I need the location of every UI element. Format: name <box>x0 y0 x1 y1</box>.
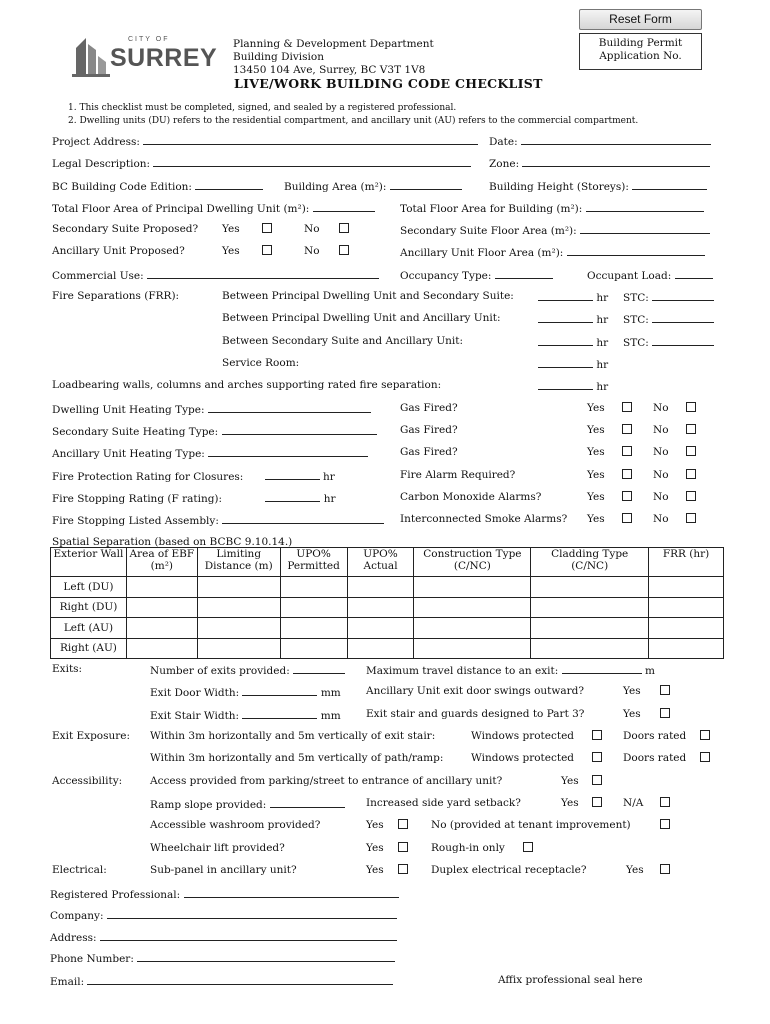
na-label: N/A <box>623 797 644 809</box>
ramp-slope-label: Ramp slope provided: <box>150 799 267 811</box>
closures-label: Fire Protection Rating for Closures: <box>52 471 244 483</box>
stc-field-2[interactable] <box>623 312 714 326</box>
ancillary-floor-input[interactable] <box>567 245 705 256</box>
table-row <box>51 618 724 639</box>
yes-label: Yes <box>623 708 641 720</box>
address-field[interactable] <box>50 930 397 944</box>
yes-label: Yes <box>366 864 384 876</box>
permit-application-box[interactable] <box>579 33 702 70</box>
ancillary-floor-label: Ancillary Unit Floor Area (m²): <box>400 247 564 259</box>
hr-input[interactable] <box>538 379 593 390</box>
column-header: Exterior Wall <box>51 548 127 577</box>
hr-input[interactable] <box>538 335 593 346</box>
stair-width-label: Exit Stair Width: <box>150 710 240 722</box>
row-label: Left (AU) <box>51 618 127 639</box>
yes-checkbox[interactable] <box>622 402 632 412</box>
yes-label: Yes <box>561 797 579 809</box>
table-cell[interactable] <box>649 597 724 618</box>
code-edition-field[interactable] <box>52 179 263 193</box>
ancillary-heating-field[interactable] <box>52 446 368 460</box>
secondary-suite-no-checkbox[interactable] <box>339 223 349 233</box>
gas-fired-label: Gas Fired? <box>400 402 458 414</box>
company-input[interactable] <box>107 908 397 919</box>
yes-label: Yes <box>587 491 605 503</box>
ancillary-no-label: No <box>304 245 320 257</box>
fire-sep-hr-1[interactable] <box>538 290 608 304</box>
hr-unit: hr <box>323 471 335 483</box>
tenant-checkbox[interactable] <box>660 819 670 829</box>
subpanel-label: Sub-panel in ancillary unit? <box>150 864 297 876</box>
table-row <box>51 577 724 598</box>
column-header: UPO% Permitted <box>280 548 347 577</box>
secondary-suite-yes-checkbox[interactable] <box>262 223 272 233</box>
table-cell[interactable] <box>197 597 280 618</box>
email-field[interactable] <box>50 974 393 988</box>
code-edition-label: BC Building Code Edition: <box>52 181 192 193</box>
stc-label: STC: <box>623 314 649 326</box>
occupant-load-field[interactable] <box>587 268 713 282</box>
stc-input[interactable] <box>652 290 714 301</box>
phone-label: Phone Number: <box>50 953 134 965</box>
table-cell[interactable] <box>531 618 649 639</box>
commercial-use-input[interactable] <box>147 268 379 279</box>
exposure-stair-label: Within 3m horizontally and 5m vertically of exit stair: <box>150 730 436 742</box>
stc-label: STC: <box>623 292 649 304</box>
department-address <box>233 38 434 77</box>
fire-sep-row-4: Service Room: <box>222 357 300 369</box>
fire-alarm-label: Fire Alarm Required? <box>400 469 516 481</box>
surrey-logo <box>72 36 222 78</box>
yes-label: Yes <box>587 446 605 458</box>
listed-assembly-label: Fire Stopping Listed Assembly: <box>52 515 219 527</box>
hr-unit: hr <box>596 359 609 371</box>
setback-label: Increased side yard setback? <box>366 797 521 809</box>
electrical-label: Electrical: <box>52 864 107 876</box>
occupant-load-input[interactable] <box>675 268 713 279</box>
hr-input[interactable] <box>538 290 593 301</box>
na-checkbox[interactable] <box>660 797 670 807</box>
fire-sep-row-1: Between Principal Dwelling Unit and Secondary Suite: <box>222 290 514 302</box>
no-checkbox[interactable] <box>686 424 696 434</box>
yes-checkbox[interactable] <box>622 491 632 501</box>
num-exits-label: Number of exits provided: <box>150 665 290 677</box>
no-label: No <box>653 469 669 481</box>
company-label: Company: <box>50 910 104 922</box>
loadbearing-hr[interactable] <box>538 379 608 393</box>
table-cell[interactable] <box>280 638 347 659</box>
ancillary-no-checkbox[interactable] <box>339 245 349 255</box>
hr-unit: hr <box>596 292 609 304</box>
yes-checkbox[interactable] <box>398 819 408 829</box>
yes-checkbox[interactable] <box>660 685 670 695</box>
fire-sep-hr-4[interactable] <box>538 357 608 371</box>
num-exits-input[interactable] <box>293 663 345 674</box>
fire-sep-hr-2[interactable] <box>538 312 608 326</box>
table-cell[interactable] <box>414 597 531 618</box>
dwelling-heating-label: Dwelling Unit Heating Type: <box>52 404 205 416</box>
company-field[interactable] <box>50 908 397 922</box>
door-width-label: Exit Door Width: <box>150 687 240 699</box>
logo-city-text: CITY OF <box>128 36 170 43</box>
secondary-suite-yes-label: Yes <box>222 223 240 235</box>
building-height-label: Building Height (Storeys): <box>489 181 629 193</box>
notes-list <box>68 102 638 128</box>
no-label: No <box>653 446 669 458</box>
ancillary-unit-label: Ancillary Unit Proposed? <box>52 245 185 257</box>
phone-field[interactable] <box>50 951 395 965</box>
closures-input[interactable] <box>265 469 320 480</box>
loadbearing-label: Loadbearing walls, columns and arches supporting rated fire separation: <box>52 379 442 391</box>
occupancy-type-label: Occupancy Type: <box>400 270 492 282</box>
secondary-suite-floor-input[interactable] <box>580 223 710 234</box>
secondary-heating-input[interactable] <box>222 424 377 435</box>
yes-checkbox[interactable] <box>592 797 602 807</box>
ramp-slope-field[interactable] <box>150 797 345 811</box>
rough-in-checkbox[interactable] <box>523 842 533 852</box>
stopping-field[interactable] <box>52 491 336 505</box>
m-unit: m <box>644 665 655 677</box>
max-travel-field[interactable] <box>366 663 655 677</box>
legal-description-field[interactable] <box>52 156 471 170</box>
stc-label: STC: <box>623 337 649 349</box>
door-width-input[interactable] <box>242 685 317 696</box>
no-label: No <box>653 513 669 525</box>
stc-field-3[interactable] <box>623 335 714 349</box>
column-header: Construction Type (C/NC) <box>414 548 531 577</box>
occupant-load-label: Occupant Load: <box>587 270 672 282</box>
door-width-field[interactable] <box>150 685 341 699</box>
project-address-input[interactable] <box>143 134 478 145</box>
no-checkbox[interactable] <box>686 469 696 479</box>
yes-label: Yes <box>587 513 605 525</box>
total-floor-principal-field[interactable] <box>52 201 375 215</box>
column-header: Area of EBF (m²) <box>126 548 197 577</box>
table-cell[interactable] <box>649 638 724 659</box>
exit-exposure-label: Exit Exposure: <box>52 730 131 742</box>
table-cell[interactable] <box>414 618 531 639</box>
yes-label: Yes <box>626 864 644 876</box>
table-cell[interactable] <box>649 618 724 639</box>
project-address-label: Project Address: <box>52 136 140 148</box>
zone-label: Zone: <box>489 158 520 170</box>
reset-form-button[interactable]: Reset Form <box>579 9 702 30</box>
exits-label: Exits: <box>52 663 83 675</box>
closures-field[interactable] <box>52 469 335 483</box>
hr-unit: hr <box>596 381 609 393</box>
note-item: 2. Dwelling units (DU) refers to the residential compartment, and ancillary unit (AU) refers to the commercial compartment. <box>68 116 639 126</box>
gas-fired-label: Gas Fired? <box>400 446 458 458</box>
yes-checkbox[interactable] <box>622 446 632 456</box>
building-area-label: Building Area (m²): <box>284 181 387 193</box>
yes-label: Yes <box>623 685 641 697</box>
max-travel-input[interactable] <box>562 663 642 674</box>
max-travel-label: Maximum travel distance to an exit: <box>366 665 559 677</box>
exposure-path-label: Within 3m horizontally and 5m vertically of path/ramp: <box>150 752 444 764</box>
table-header-row <box>51 548 724 577</box>
yes-label: Yes <box>561 775 579 787</box>
total-floor-principal-label: Total Floor Area of Principal Dwelling Unit (m²): <box>52 203 310 215</box>
listed-assembly-input[interactable] <box>222 513 384 524</box>
total-floor-building-label: Total Floor Area for Building (m²): <box>400 203 583 215</box>
fire-separations-label: Fire Separations (FRR): <box>52 290 180 302</box>
ramp-slope-input[interactable] <box>270 797 345 808</box>
table-cell[interactable] <box>126 618 197 639</box>
date-field[interactable] <box>489 134 711 148</box>
professional-input[interactable] <box>184 887 399 898</box>
table-cell[interactable] <box>197 618 280 639</box>
num-exits-field[interactable] <box>150 663 345 677</box>
table-cell[interactable] <box>126 597 197 618</box>
table-cell[interactable] <box>347 638 414 659</box>
dwelling-heating-input[interactable] <box>208 402 371 413</box>
windows-protected-label: Windows protected <box>471 752 575 764</box>
lift-label: Wheelchair lift provided? <box>150 842 285 854</box>
building-area-input[interactable] <box>390 179 462 190</box>
table-cell[interactable] <box>280 618 347 639</box>
secondary-suite-label: Secondary Suite Proposed? <box>52 223 199 235</box>
commercial-use-field[interactable] <box>52 268 379 282</box>
building-area-field[interactable] <box>284 179 462 193</box>
yes-checkbox[interactable] <box>622 424 632 434</box>
yes-checkbox[interactable] <box>398 842 408 852</box>
seal-label: Affix professional seal here <box>498 974 643 986</box>
city-skyline-icon <box>72 36 112 78</box>
ancillary-yes-checkbox[interactable] <box>262 245 272 255</box>
dept-line-3: 13450 104 Ave, Surrey, BC V3T 1V8 <box>233 64 426 76</box>
column-header: FRR (hr) <box>649 548 724 577</box>
windows-protected-checkbox[interactable] <box>592 730 602 740</box>
table-cell[interactable] <box>531 597 649 618</box>
logo-surrey-text: SURREY <box>110 44 218 72</box>
table-cell[interactable] <box>280 577 347 598</box>
fire-sep-row-3: Between Secondary Suite and Ancillary Unit: <box>222 335 464 347</box>
legal-description-label: Legal Description: <box>52 158 151 170</box>
table-cell[interactable] <box>347 597 414 618</box>
date-input[interactable] <box>521 134 711 145</box>
listed-assembly-field[interactable] <box>52 513 384 527</box>
column-header: Limiting Distance (m) <box>197 548 280 577</box>
table-cell[interactable] <box>197 638 280 659</box>
fire-sep-hr-3[interactable] <box>538 335 608 349</box>
email-label: Email: <box>50 976 85 988</box>
ancillary-floor-field[interactable] <box>400 245 705 259</box>
washroom-label: Accessible washroom provided? <box>150 819 321 831</box>
rough-in-label: Rough-in only <box>431 842 505 854</box>
co-alarm-label: Carbon Monoxide Alarms? <box>400 491 542 503</box>
table-cell[interactable] <box>649 577 724 598</box>
windows-protected-label: Windows protected <box>471 730 575 742</box>
professional-label: Registered Professional: <box>50 889 181 901</box>
duplex-label: Duplex electrical receptacle? <box>431 864 587 876</box>
hr-input[interactable] <box>538 312 593 323</box>
no-checkbox[interactable] <box>686 446 696 456</box>
yes-label: Yes <box>366 819 384 831</box>
spatial-caption: Spatial Separation (based on BCBC 9.10.14.) <box>52 536 293 548</box>
table-cell[interactable] <box>531 577 649 598</box>
doors-rated-label: Doors rated <box>623 752 687 764</box>
total-floor-principal-input[interactable] <box>313 201 375 212</box>
commercial-use-label: Commercial Use: <box>52 270 144 282</box>
page-title: LIVE/WORK BUILDING CODE CHECKLIST <box>234 76 543 91</box>
swings-out-label: Ancillary Unit exit door swings outward? <box>366 685 585 697</box>
no-checkbox[interactable] <box>686 491 696 501</box>
table-row <box>51 597 724 618</box>
no-checkbox[interactable] <box>686 402 696 412</box>
table-cell[interactable] <box>126 577 197 598</box>
total-floor-building-input[interactable] <box>586 201 704 212</box>
column-header: UPO% Actual <box>347 548 414 577</box>
dwelling-heating-field[interactable] <box>52 402 371 416</box>
row-label: Right (DU) <box>51 597 127 618</box>
mm-unit: mm <box>320 687 341 699</box>
secondary-suite-floor-field[interactable] <box>400 223 710 237</box>
hr-unit: hr <box>323 493 336 505</box>
address-input[interactable] <box>100 930 397 941</box>
no-label: No <box>653 402 669 414</box>
stc-input[interactable] <box>652 312 714 323</box>
building-height-input[interactable] <box>632 179 707 190</box>
doors-rated-label: Doors rated <box>623 730 687 742</box>
ancillary-heating-label: Ancillary Unit Heating Type: <box>52 448 205 460</box>
professional-field[interactable] <box>50 887 399 901</box>
permit-label-1: Building Permit <box>598 37 683 49</box>
spatial-separation-table <box>50 547 724 659</box>
zone-input[interactable] <box>522 156 710 167</box>
accessibility-label: Accessibility: <box>52 775 123 787</box>
project-address-field[interactable] <box>52 134 478 148</box>
table-cell[interactable] <box>414 577 531 598</box>
table-row <box>51 638 724 659</box>
date-label: Date: <box>489 136 518 148</box>
secondary-suite-floor-label: Secondary Suite Floor Area (m²): <box>400 225 577 237</box>
doors-rated-checkbox[interactable] <box>700 730 710 740</box>
table-cell[interactable] <box>414 638 531 659</box>
access-label: Access provided from parking/street to entrance of ancillary unit? <box>150 775 503 787</box>
hr-input[interactable] <box>538 357 593 368</box>
zone-field[interactable] <box>489 156 710 170</box>
stair-part3-label: Exit stair and guards designed to Part 3? <box>366 708 585 720</box>
occupancy-type-input[interactable] <box>495 268 553 279</box>
stair-width-field[interactable] <box>150 708 341 722</box>
ancillary-yes-label: Yes <box>222 245 240 257</box>
no-label: No <box>653 491 669 503</box>
yes-checkbox[interactable] <box>622 513 632 523</box>
windows-protected-checkbox[interactable] <box>592 752 602 762</box>
no-label: No <box>653 424 669 436</box>
yes-checkbox[interactable] <box>592 775 602 785</box>
hr-unit: hr <box>596 314 609 326</box>
stopping-input[interactable] <box>265 491 320 502</box>
permit-label-2: Application No. <box>599 50 682 62</box>
table-cell[interactable] <box>280 597 347 618</box>
secondary-suite-no-label: No <box>304 223 320 235</box>
table-cell[interactable] <box>126 638 197 659</box>
building-height-field[interactable] <box>489 179 707 193</box>
note-item: 1. This checklist must be completed, signed, and sealed by a registered professional. <box>68 103 457 113</box>
address-label: Address: <box>50 932 97 944</box>
yes-checkbox[interactable] <box>660 864 670 874</box>
dept-line-1: Planning & Development Department <box>233 38 434 50</box>
stair-width-input[interactable] <box>242 708 317 719</box>
yes-checkbox[interactable] <box>622 469 632 479</box>
stc-input[interactable] <box>652 335 714 346</box>
row-label: Left (DU) <box>51 577 127 598</box>
yes-checkbox[interactable] <box>660 708 670 718</box>
stc-field-1[interactable] <box>623 290 714 304</box>
yes-label: Yes <box>587 402 605 414</box>
doors-rated-checkbox[interactable] <box>700 752 710 762</box>
yes-checkbox[interactable] <box>398 864 408 874</box>
occupancy-type-field[interactable] <box>400 268 553 282</box>
tenant-label: No (provided at tenant improvement) <box>431 819 631 831</box>
table-cell[interactable] <box>347 618 414 639</box>
dept-line-2: Building Division <box>233 51 324 63</box>
yes-label: Yes <box>587 469 605 481</box>
gas-fired-label: Gas Fired? <box>400 424 458 436</box>
mm-unit: mm <box>320 710 341 722</box>
ancillary-heating-input[interactable] <box>208 446 368 457</box>
secondary-heating-field[interactable] <box>52 424 377 438</box>
column-header: Cladding Type (C/NC) <box>531 548 649 577</box>
total-floor-building-field[interactable] <box>400 201 704 215</box>
no-checkbox[interactable] <box>686 513 696 523</box>
interconnected-label: Interconnected Smoke Alarms? <box>400 513 568 525</box>
code-edition-input[interactable] <box>195 179 263 190</box>
stopping-label: Fire Stopping Rating (F rating): <box>52 493 223 505</box>
hr-unit: hr <box>596 337 609 349</box>
table-cell[interactable] <box>531 638 649 659</box>
yes-label: Yes <box>366 842 384 854</box>
legal-description-input[interactable] <box>153 156 471 167</box>
phone-input[interactable] <box>137 951 395 962</box>
yes-label: Yes <box>587 424 605 436</box>
fire-sep-row-2: Between Principal Dwelling Unit and Ancillary Unit: <box>222 312 501 324</box>
row-label: Right (AU) <box>51 638 127 659</box>
table-cell[interactable] <box>197 577 280 598</box>
email-input[interactable] <box>87 974 393 985</box>
table-cell[interactable] <box>347 577 414 598</box>
secondary-heating-label: Secondary Suite Heating Type: <box>52 426 219 438</box>
